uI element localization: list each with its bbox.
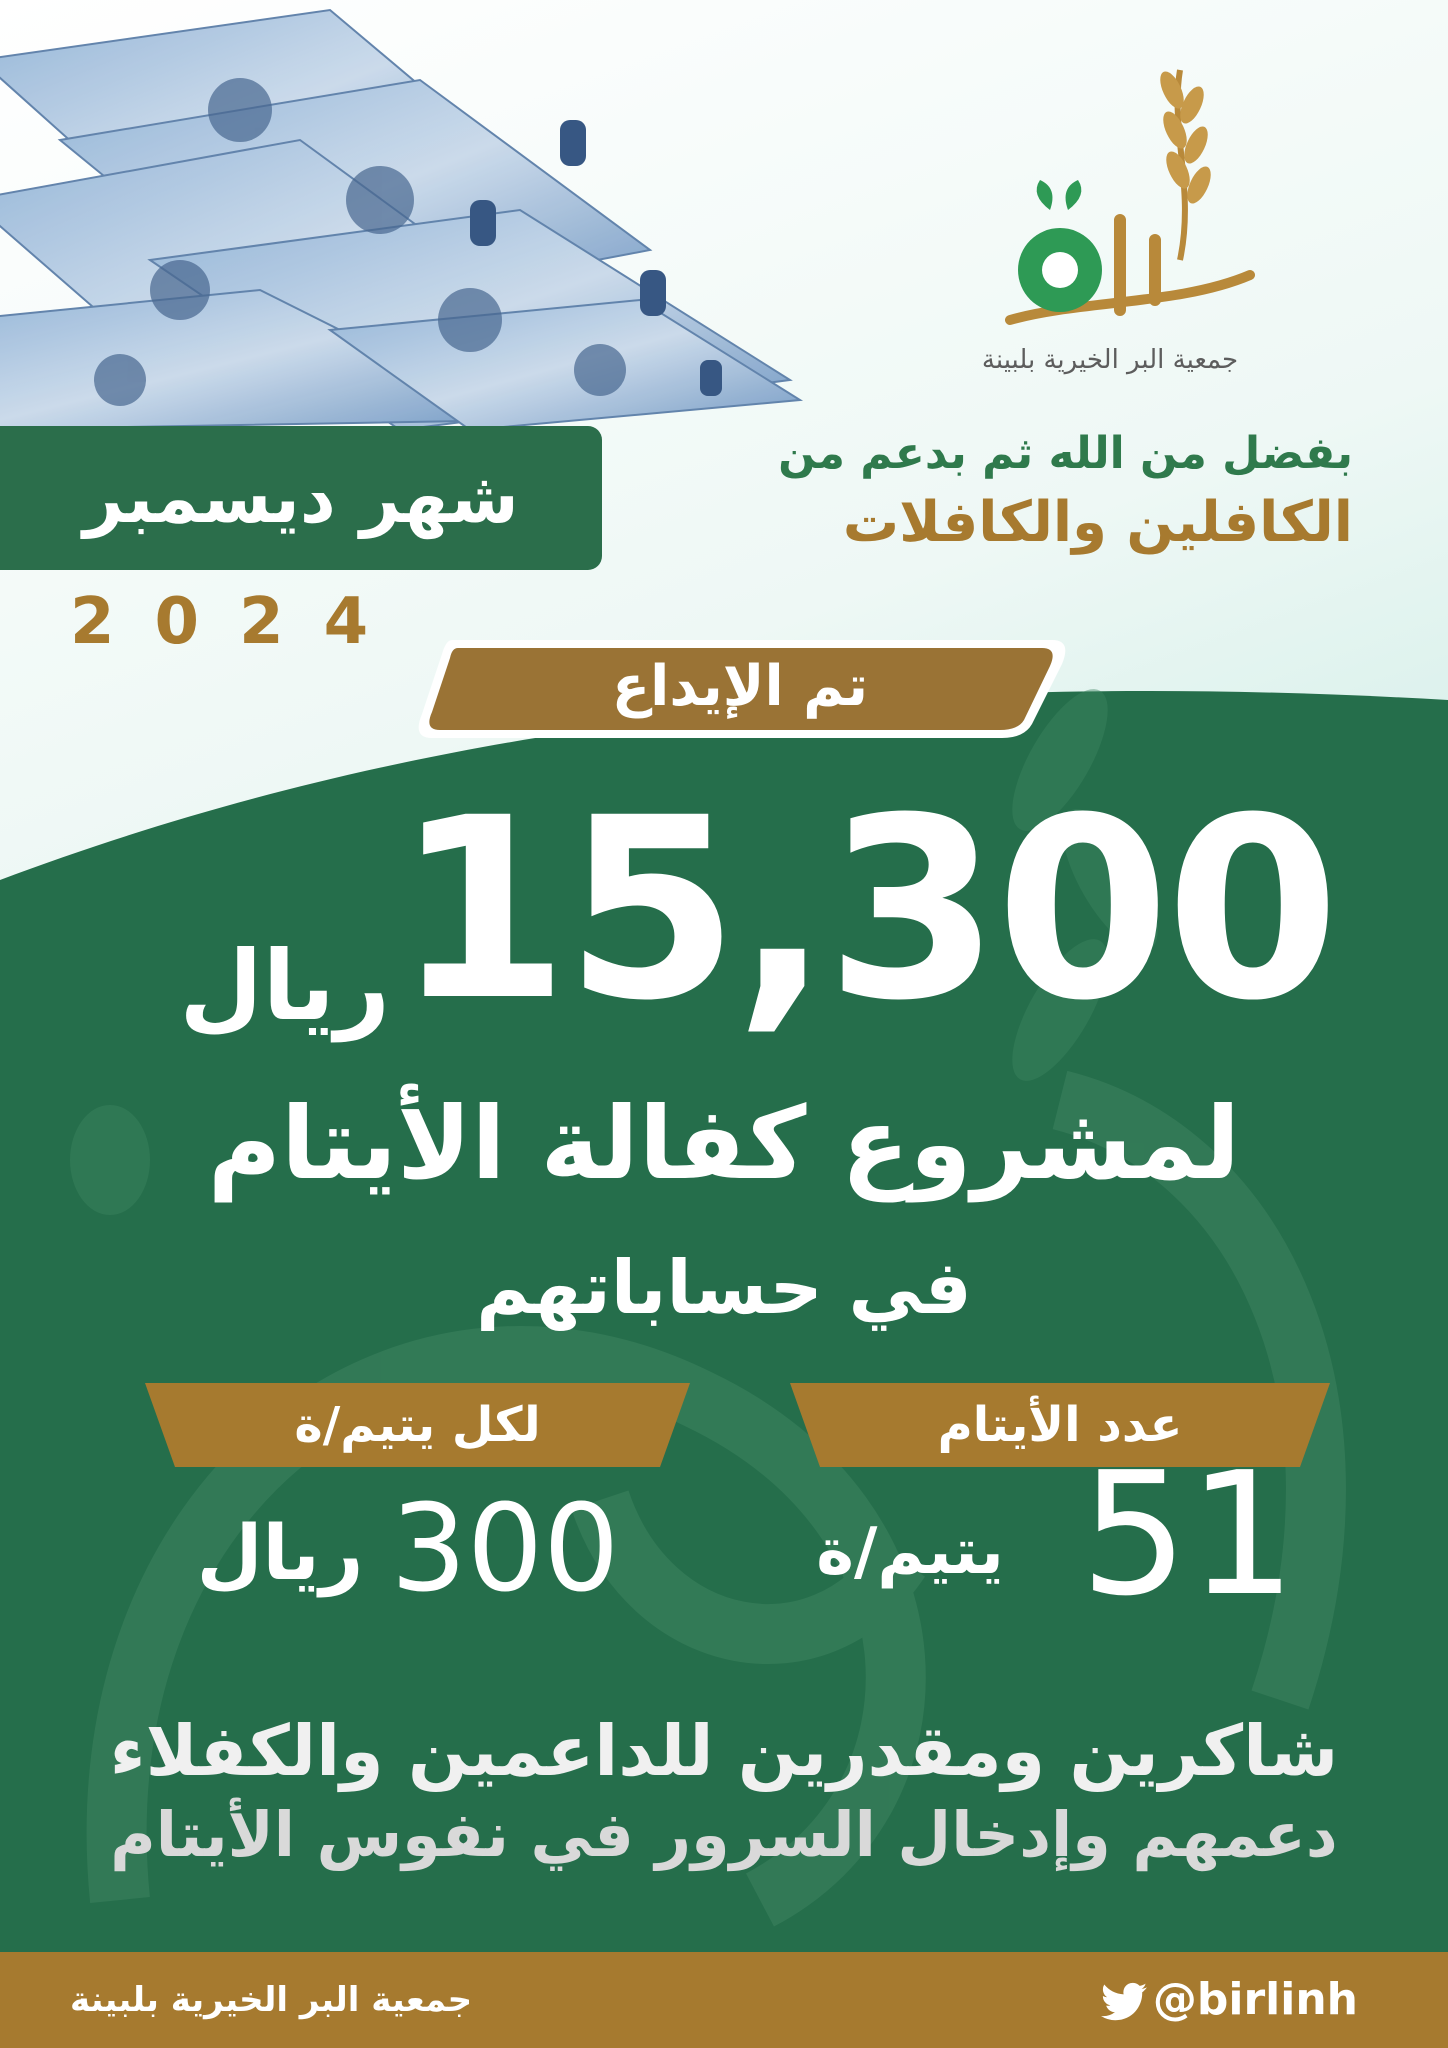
footer-org-name: جمعية البر الخيرية بلبينة <box>70 1980 473 2020</box>
twitter-bird-icon <box>1101 1982 1147 2022</box>
footer-bar <box>0 1952 1448 2048</box>
deposit-currency: ريال <box>179 930 390 1042</box>
orphan-unit: يتيم/ة <box>816 1515 1004 1589</box>
per-orphan-amount: 300 <box>390 1480 620 1619</box>
orphan-count: 51 <box>1080 1436 1297 1634</box>
footer-twitter-handle[interactable] <box>1101 1952 1358 2048</box>
logo-caption: جمعية البر الخيرية بلبينة <box>981 345 1239 375</box>
handle-text: @birlinh <box>1152 1974 1358 2025</box>
thanks-line-1: بفضل من الله ثم بدعم من <box>778 428 1353 479</box>
month-label: شهر ديسمبر <box>83 457 519 539</box>
per-label: لكل يتيم/ة <box>294 1397 541 1453</box>
deposit-label: تم الإيداع <box>611 654 869 719</box>
gratitude-line-2: دعمهم وإدخال السرور في نفوس الأيتام <box>110 1798 1338 1871</box>
count-label: عدد الأيتام <box>937 1397 1183 1453</box>
accounts-line: في حساباتهم <box>476 1245 972 1331</box>
year-label: 2024 <box>70 585 409 659</box>
thanks-line-2: الكافلين والكافلات <box>842 490 1353 555</box>
deposit-amount: 15,300 <box>395 764 1336 1055</box>
gratitude-line-1: شاكرين ومقدرين للداعمين والكفلاء <box>109 1710 1339 1792</box>
per-orphan-currency: ريال <box>196 1508 364 1597</box>
project-title: لمشروع كفالة الأيتام <box>207 1085 1241 1202</box>
